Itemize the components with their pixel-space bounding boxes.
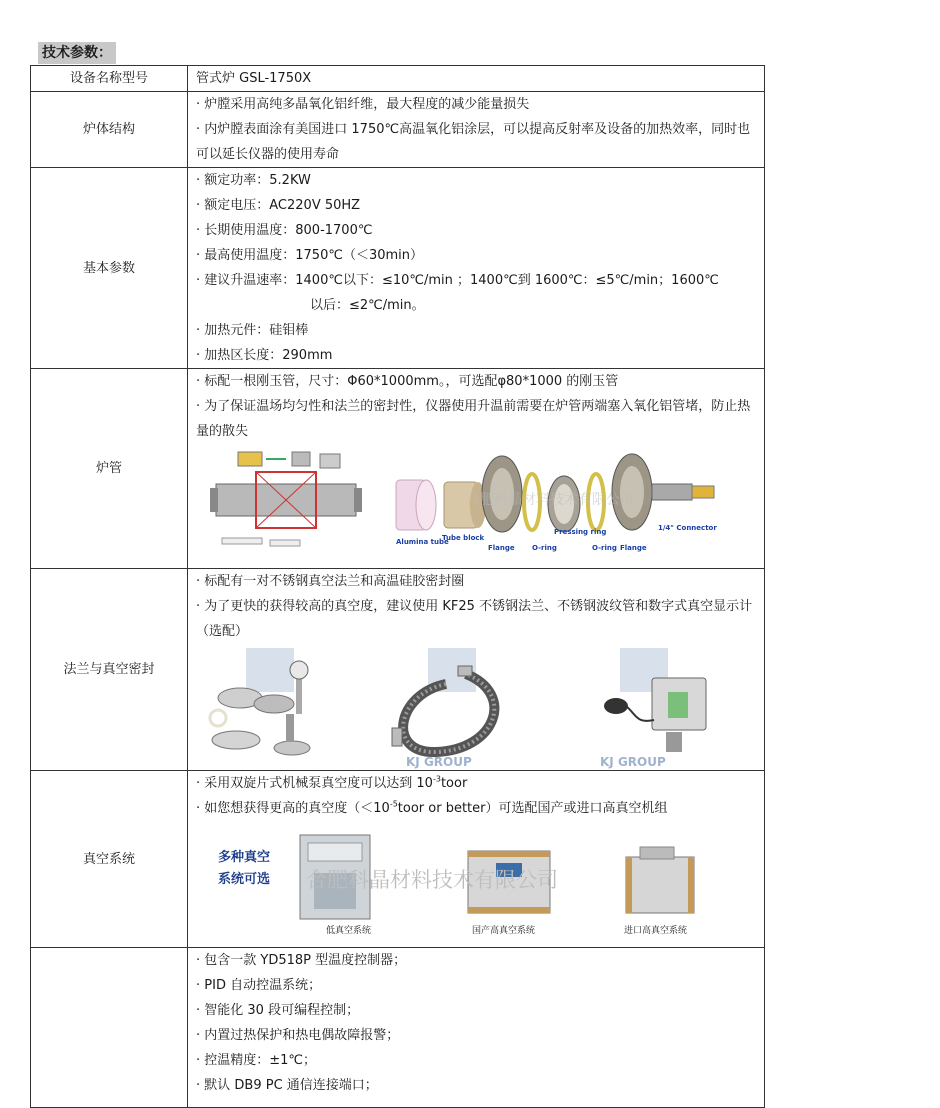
list-item: · PID 自动控温系统； xyxy=(196,978,322,993)
list-item: · 加热区长度：290mm xyxy=(196,348,333,363)
vacuum-line2-exponent: -5 xyxy=(389,799,398,809)
row-label-model: 设备名称型号 xyxy=(31,66,188,92)
list-item: · 默认 DB9 PC 通信连接端口； xyxy=(196,1078,378,1093)
list-item: · 内炉膛表面涂有美国进口 1750℃高温氧化铝涂层，可以提高反射率及设备的加热效率，同时也可以延长仪器的使用寿命 xyxy=(196,122,751,162)
flange-figure xyxy=(196,644,758,770)
list-item xyxy=(196,796,758,821)
table-row xyxy=(31,569,765,771)
vacuum-line2-unit: toor or better）可选配国产或进口高真空机组 xyxy=(397,801,668,816)
row-label-tube: 炉管 xyxy=(31,369,188,569)
table-row xyxy=(31,92,765,168)
vacuum-line1-unit: toor xyxy=(440,776,468,791)
row-content-structure xyxy=(188,92,765,168)
list-item: · 长期使用温度：800-1700℃ xyxy=(196,223,373,238)
list-item: · 标配一根刚玉管，尺寸：Φ60*1000mm。，可选配φ80*1000 的刚玉管 xyxy=(196,374,619,389)
spec-table xyxy=(30,65,765,1108)
row-label-basic: 基本参数 xyxy=(31,168,188,369)
table-row xyxy=(31,771,765,948)
vacuum-line2-text: · 如您想获得更高的真空度（＜10 xyxy=(196,801,390,816)
tube-label-oring-1: O-ring xyxy=(532,544,557,552)
row-content-control xyxy=(188,948,765,1108)
vacuum-caption-domestic: 国产高真空系统 xyxy=(472,926,536,936)
vacuum-figure xyxy=(196,821,758,947)
vacuum-caption-imported: 进口高真空系统 xyxy=(624,926,688,936)
row-value-model: 管式炉 GSL-1750X xyxy=(188,66,765,92)
tube-watermark: 合肥科晶材料技术有限公司 xyxy=(466,492,634,508)
vacuum-watermark: 合肥科晶材料技术有限公司 xyxy=(306,868,558,892)
kj-logo-text-2: KJ GROUP xyxy=(600,755,666,769)
tube-figure xyxy=(196,444,758,562)
kj-logo-text-1: KJ GROUP xyxy=(406,755,472,769)
vacuum-line1-exponent: -3 xyxy=(432,774,441,784)
list-item: · 包含一款 YD518P 型温度控制器； xyxy=(196,953,407,968)
tube-diagram-image xyxy=(196,444,766,562)
tube-label-oring-2: O-ring xyxy=(592,544,617,552)
list-item: · 最高使用温度：1750℃（＜30min） xyxy=(196,248,424,263)
table-row xyxy=(31,66,765,92)
table-row xyxy=(31,369,765,569)
tube-label-flange-2: Flange xyxy=(620,544,647,552)
list-item: · 内置过热保护和热电偶故障报警； xyxy=(196,1028,400,1043)
list-item: · 额定功率：5.2KW xyxy=(196,173,311,188)
row-content-vacuum xyxy=(188,771,765,948)
tube-label-block: Tube block xyxy=(442,534,485,542)
list-item: · 建议升温速率：1400℃以下：≤10℃/min ；1400℃到 1600℃：≤5℃/min；1600℃ xyxy=(196,273,719,288)
list-item: 以后：≤2℃/min。 xyxy=(310,298,425,313)
section-heading: 技术参数： xyxy=(38,42,116,64)
tube-label-connector: 1/4" Connector xyxy=(658,524,717,532)
row-label-structure: 炉体结构 xyxy=(31,92,188,168)
list-item: · 为了保证温场均匀性和法兰的密封性，仪器使用升温前需要在炉管两端塞入氧化铝管堵，防止热量的散失 xyxy=(196,399,751,439)
tube-label-pressing: Pressing ring xyxy=(554,528,607,536)
row-label-vacuum: 真空系统 xyxy=(31,771,188,948)
table-row xyxy=(31,948,765,1108)
vacuum-caption-main: 多种真空系统可选 xyxy=(218,850,271,887)
list-item: · 加热元件：硅钼棒 xyxy=(196,323,309,338)
list-item: · 额定电压：AC220V 50HZ xyxy=(196,198,361,213)
list-item: · 智能化 30 段可编程控制； xyxy=(196,1003,360,1018)
row-label-flange: 法兰与真空密封 xyxy=(31,569,188,771)
row-content-tube xyxy=(188,369,765,569)
list-item: · 炉膛采用高纯多晶氧化铝纤维，最大程度的减少能量损失 xyxy=(196,97,530,112)
row-label-control xyxy=(31,948,188,1108)
tube-label-alumina: Alumina tube xyxy=(396,538,449,546)
vacuum-caption-low: 低真空系统 xyxy=(326,926,372,936)
flange-images xyxy=(196,644,766,770)
row-content-basic xyxy=(188,168,765,369)
vacuum-images xyxy=(196,821,766,947)
list-item: · 控温精度：±1℃； xyxy=(196,1053,317,1068)
list-item xyxy=(196,771,758,796)
vacuum-line1-text: · 采用双旋片式机械泵真空度可以达到 10 xyxy=(196,776,433,791)
table-row xyxy=(31,168,765,369)
list-item: · 为了更快的获得较高的真空度，建议使用 KF25 不锈钢法兰、不锈钢波纹管和数字式真空显示计（选配） xyxy=(196,599,753,639)
tube-label-flange-1: Flange xyxy=(488,544,515,552)
row-content-flange xyxy=(188,569,765,771)
list-item: · 标配有一对不锈钢真空法兰和高温硅胶密封圈 xyxy=(196,574,465,589)
